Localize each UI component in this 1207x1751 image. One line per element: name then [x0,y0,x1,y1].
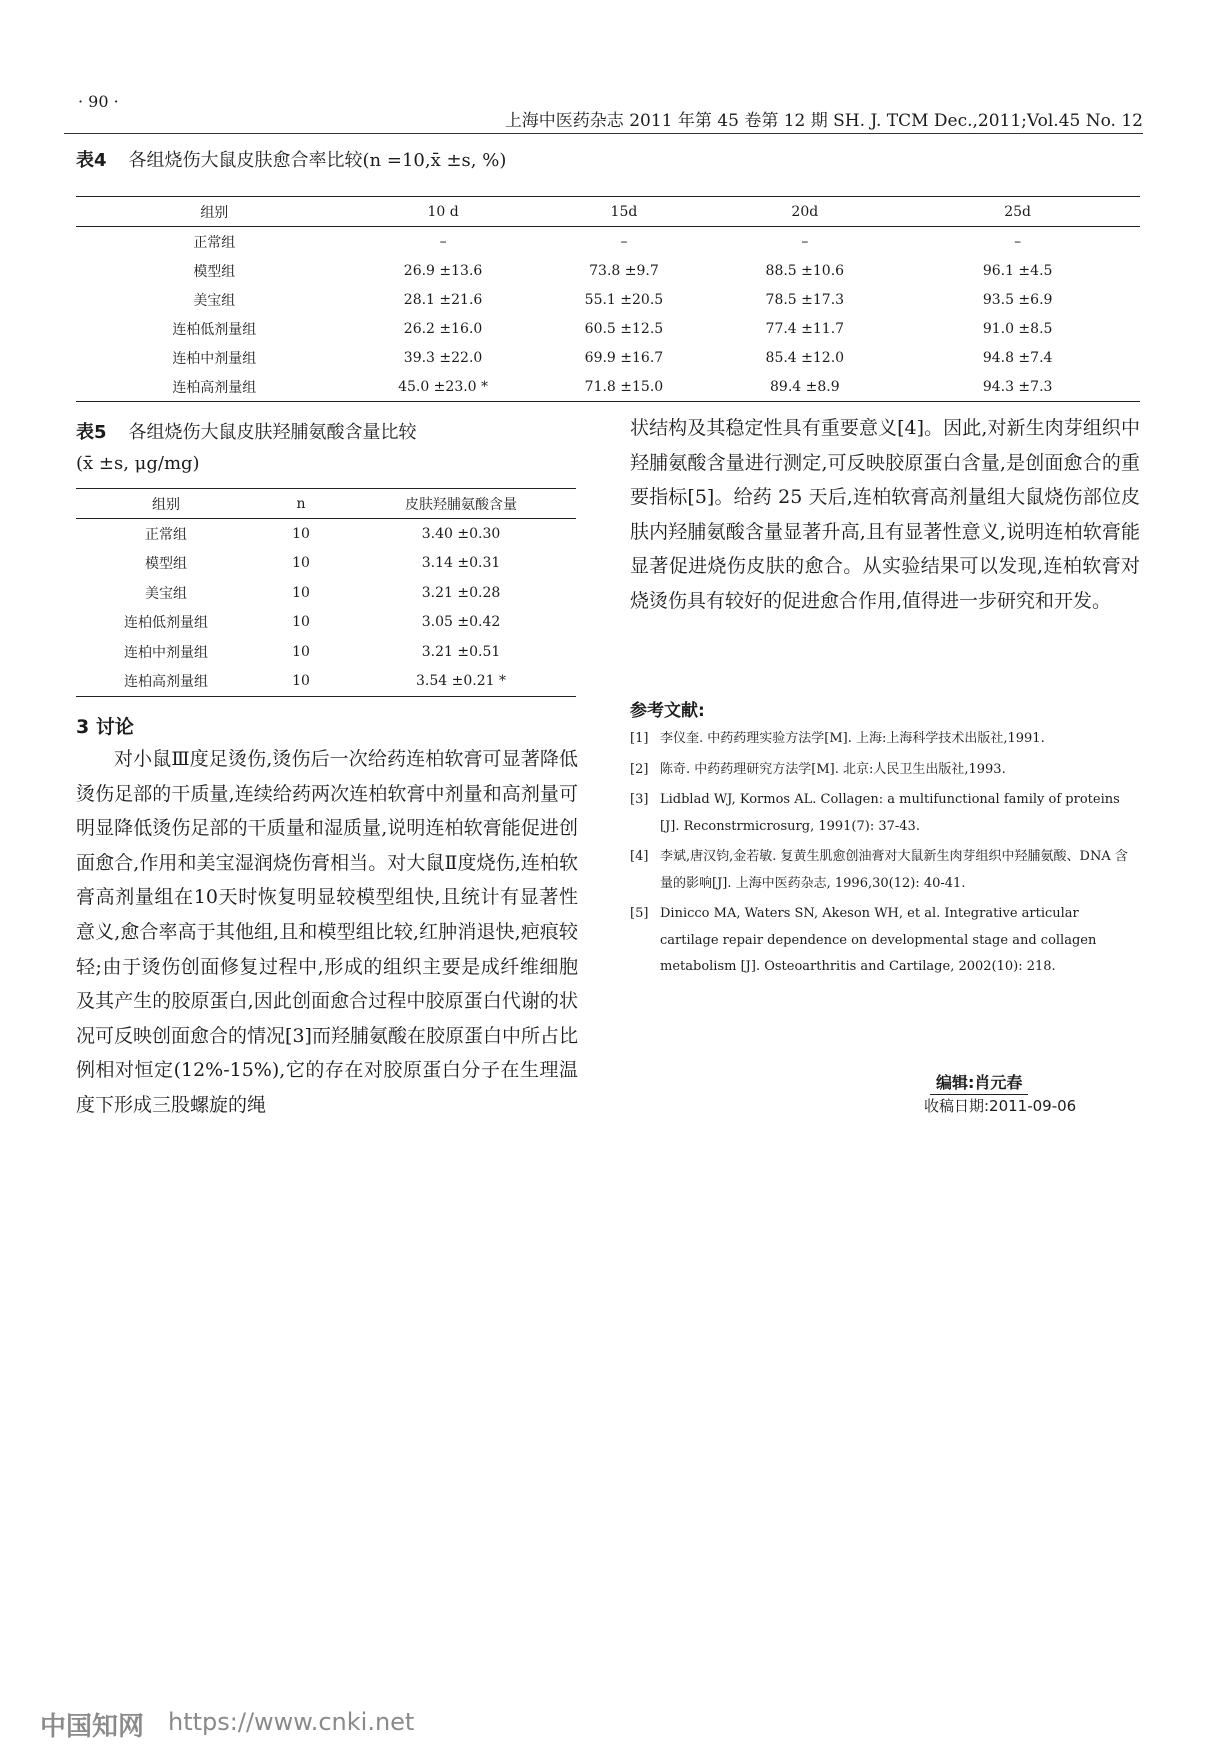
table-row [76,227,1140,257]
table4 [76,196,1140,402]
reference-item [630,844,1140,897]
table-cell: 94.8 ±7.4 [982,349,1053,366]
table-cell: – [1014,233,1022,250]
reference-item [630,757,1140,784]
table-cell: 连柏中剂量组 [172,350,257,367]
table-cell: 连柏低剂量组 [172,321,257,338]
table4-col-header: 15d [534,197,715,227]
reference-number: [2] [630,761,649,777]
references-heading: 参考文献: [630,701,705,721]
table-row [76,608,576,638]
table-row [76,372,1140,402]
table4-label: 表4 [76,150,107,171]
reference-number: [1] [630,731,649,746]
table-row [76,549,576,579]
reference-item [630,726,1140,753]
reference-item [630,901,1140,981]
reference-list [630,726,1140,985]
page-number: · 90 · [78,92,119,111]
table-cell: 26.9 ±13.6 [403,262,483,279]
discussion-heading: 3 讨论 [76,716,134,738]
reference-text: Lidblad WJ, Kormos AL. Collagen: a multifunctional family of proteins [J]. Reconstrmicrosurg, 1991(7): 37-43. [660,792,1120,834]
table-cell: 69.9 ±16.7 [584,349,664,366]
table-cell: 60.5 ±12.5 [584,320,664,337]
reference-number: [5] [630,906,649,921]
table-cell: 10 [292,525,310,542]
table-cell: 39.3 ±22.0 [403,349,483,366]
table5-col-header: n [256,489,346,519]
reference-text: 李斌,唐汉钧,金若敏. 复黄生肌愈创油膏对大鼠新生肉芽组织中羟脯氨酸、DNA 含量的影响[J]. 上海中医药杂志, 1996,30(12): 40-41. [660,849,1128,891]
table-cell: 3.54 ±0.21 * [416,673,506,690]
table-cell: 55.1 ±20.5 [584,291,664,308]
table-cell: 连柏中剂量组 [124,644,208,661]
table-cell: 96.1 ±4.5 [982,262,1053,279]
table-cell: 美宝组 [145,585,187,602]
received-date: 收稿日期:2011-09-06 [924,1097,1077,1115]
table-cell: 45.0 ±23.0 * [398,378,489,395]
table-cell: – [439,233,447,250]
table5-col-header: 组别 [76,489,256,519]
table-cell: 3.21 ±0.51 [421,643,501,660]
table-row [76,519,576,549]
table5-header-row [76,489,576,519]
table-row [76,578,576,608]
editor-credit: 编辑:肖元春 [930,1070,1028,1095]
table-cell: 91.0 ±8.5 [982,320,1053,337]
table4-col-header: 25d [895,197,1140,227]
table-cell: 78.5 ±17.3 [765,291,845,308]
table-cell: 10 [292,584,310,601]
table-cell: 连柏高剂量组 [124,674,208,691]
reference-number: [3] [630,792,649,807]
cnki-logo: 中国知网 [40,1712,145,1742]
table5-label: 表5 [76,422,107,443]
table4-col-header: 10 d [353,197,534,227]
reference-number: [4] [630,849,649,864]
reference-text: 陈奇. 中药药理研究方法学[M]. 北京:人民卫生出版社,1993. [660,761,1006,777]
table5-col-header: 皮肤羟脯氨酸含量 [346,489,576,519]
table-cell: 10 [292,673,310,690]
table-row [76,343,1140,372]
table-cell: 94.3 ±7.3 [982,378,1053,395]
table-cell: 10 [292,555,310,572]
table4-header-row [76,197,1140,227]
table4-col-header: 20d [714,197,895,227]
table-cell: 正常组 [145,526,187,543]
discussion-right-paragraph: 状结构及其稳定性具有重要意义[4]。因此,对新生肉芽组织中羟脯氨酸含量进行测定,可反映胶原蛋白含量,是创面愈合的重要指标[5]。给药 25 天后,连柏软膏高剂量组大鼠烧伤部位皮肤内羟脯氨酸含量显著升高,且有显著性意义,说明连柏软膏能显著促进烧伤皮肤的愈合。从实验结果可以发现,连柏软膏对烧烫伤具有较好的促进愈合作用,值得进一步研究和开发。 [630,417,1140,612]
table-cell: 93.5 ±6.9 [982,291,1053,308]
header-rule [64,133,1143,134]
table-cell: 3.05 ±0.42 [421,614,501,631]
table-cell: 连柏高剂量组 [172,379,257,396]
table5-title-line1: 各组烧伤大鼠皮肤羟脯氨酸含量比较 [128,422,417,443]
table-cell: 28.1 ±21.6 [403,291,483,308]
table4-title: 各组烧伤大鼠皮肤愈合率比较(n =10,x̄ ±s, %) [128,150,507,171]
reference-text: Dinicco MA, Waters SN, Akeson WH, et al. Integrative articular cartilage repair dependence on developmental stage and collagen metabolism [J]. Osteoarthritis and Cartilage, 2002(10): 218. [660,906,1097,974]
table-row [76,256,1140,285]
table-cell: 模型组 [145,556,187,573]
table-cell: 3.14 ±0.31 [421,555,501,572]
table4-caption [76,146,506,172]
running-head: 上海中医药杂志 2011 年第 45 卷第 12 期 SH. J. TCM Dec.,2011;Vol.45 No. 12 [504,111,1143,131]
table-row [76,314,1140,343]
table-cell: 73.8 ±9.7 [589,262,659,279]
table-cell: 连柏低剂量组 [124,615,208,632]
table-cell: 85.4 ±12.0 [765,349,845,366]
table-cell: 10 [292,614,310,631]
table-row [76,285,1140,314]
table-row [76,667,576,697]
reference-item [630,787,1140,840]
table-cell: 10 [292,643,310,660]
discussion-left-paragraph: 对小鼠Ⅲ度足烫伤,烫伤后一次给药连柏软膏可显著降低烫伤足部的干质量,连续给药两次连柏软膏中剂量和高剂量可明显降低烫伤足部的干质量和湿质量,说明连柏软膏能促进创面愈合,作用和美宝湿润烧伤膏相当。对大鼠Ⅱ度烧伤,连柏软膏高剂量组在10天时恢复明显较模型组快,且统计有显著性意义,愈合率高于其他组,且和模型组比较,红肿消退快,疤痕较轻;由于烫伤创面修复过程中,形成的组织主要是成纤维细胞及其产生的胶原蛋白,因此创面愈合过程中胶原蛋白代谢的状况可反映创面愈合的情况[3]而羟脯氨酸在胶原蛋白中所占比例相对恒定(12%-15%),它的存在对胶原蛋白分子在生理温度下形成三股螺旋的绳 [76,748,578,1116]
table4-col-header: 组别 [76,197,353,227]
table-cell: 模型组 [193,263,236,280]
table-row [76,637,576,667]
table5-caption [76,418,417,444]
table-cell: 77.4 ±11.7 [765,320,845,337]
reference-text: 李仪奎. 中药药理实验方法学[M]. 上海:上海科学技术出版社,1991. [660,731,1045,746]
table-cell: 88.5 ±10.6 [765,262,845,279]
table-cell: – [620,233,628,250]
table-cell: 71.8 ±15.0 [584,378,664,395]
table-cell: 正常组 [193,234,236,251]
table-cell: 3.21 ±0.28 [421,584,501,601]
table-cell: 89.4 ±8.9 [770,378,840,395]
table-cell: 美宝组 [193,292,236,309]
table-cell: 3.40 ±0.30 [421,525,501,542]
cnki-url[interactable]: https://www.cnki.net [168,1708,415,1736]
table-cell: 26.2 ±16.0 [403,320,483,337]
table-cell: – [801,233,809,250]
table5-title-line2: (x̄ ±s, μg/mg) [76,453,200,474]
table5 [76,488,576,697]
